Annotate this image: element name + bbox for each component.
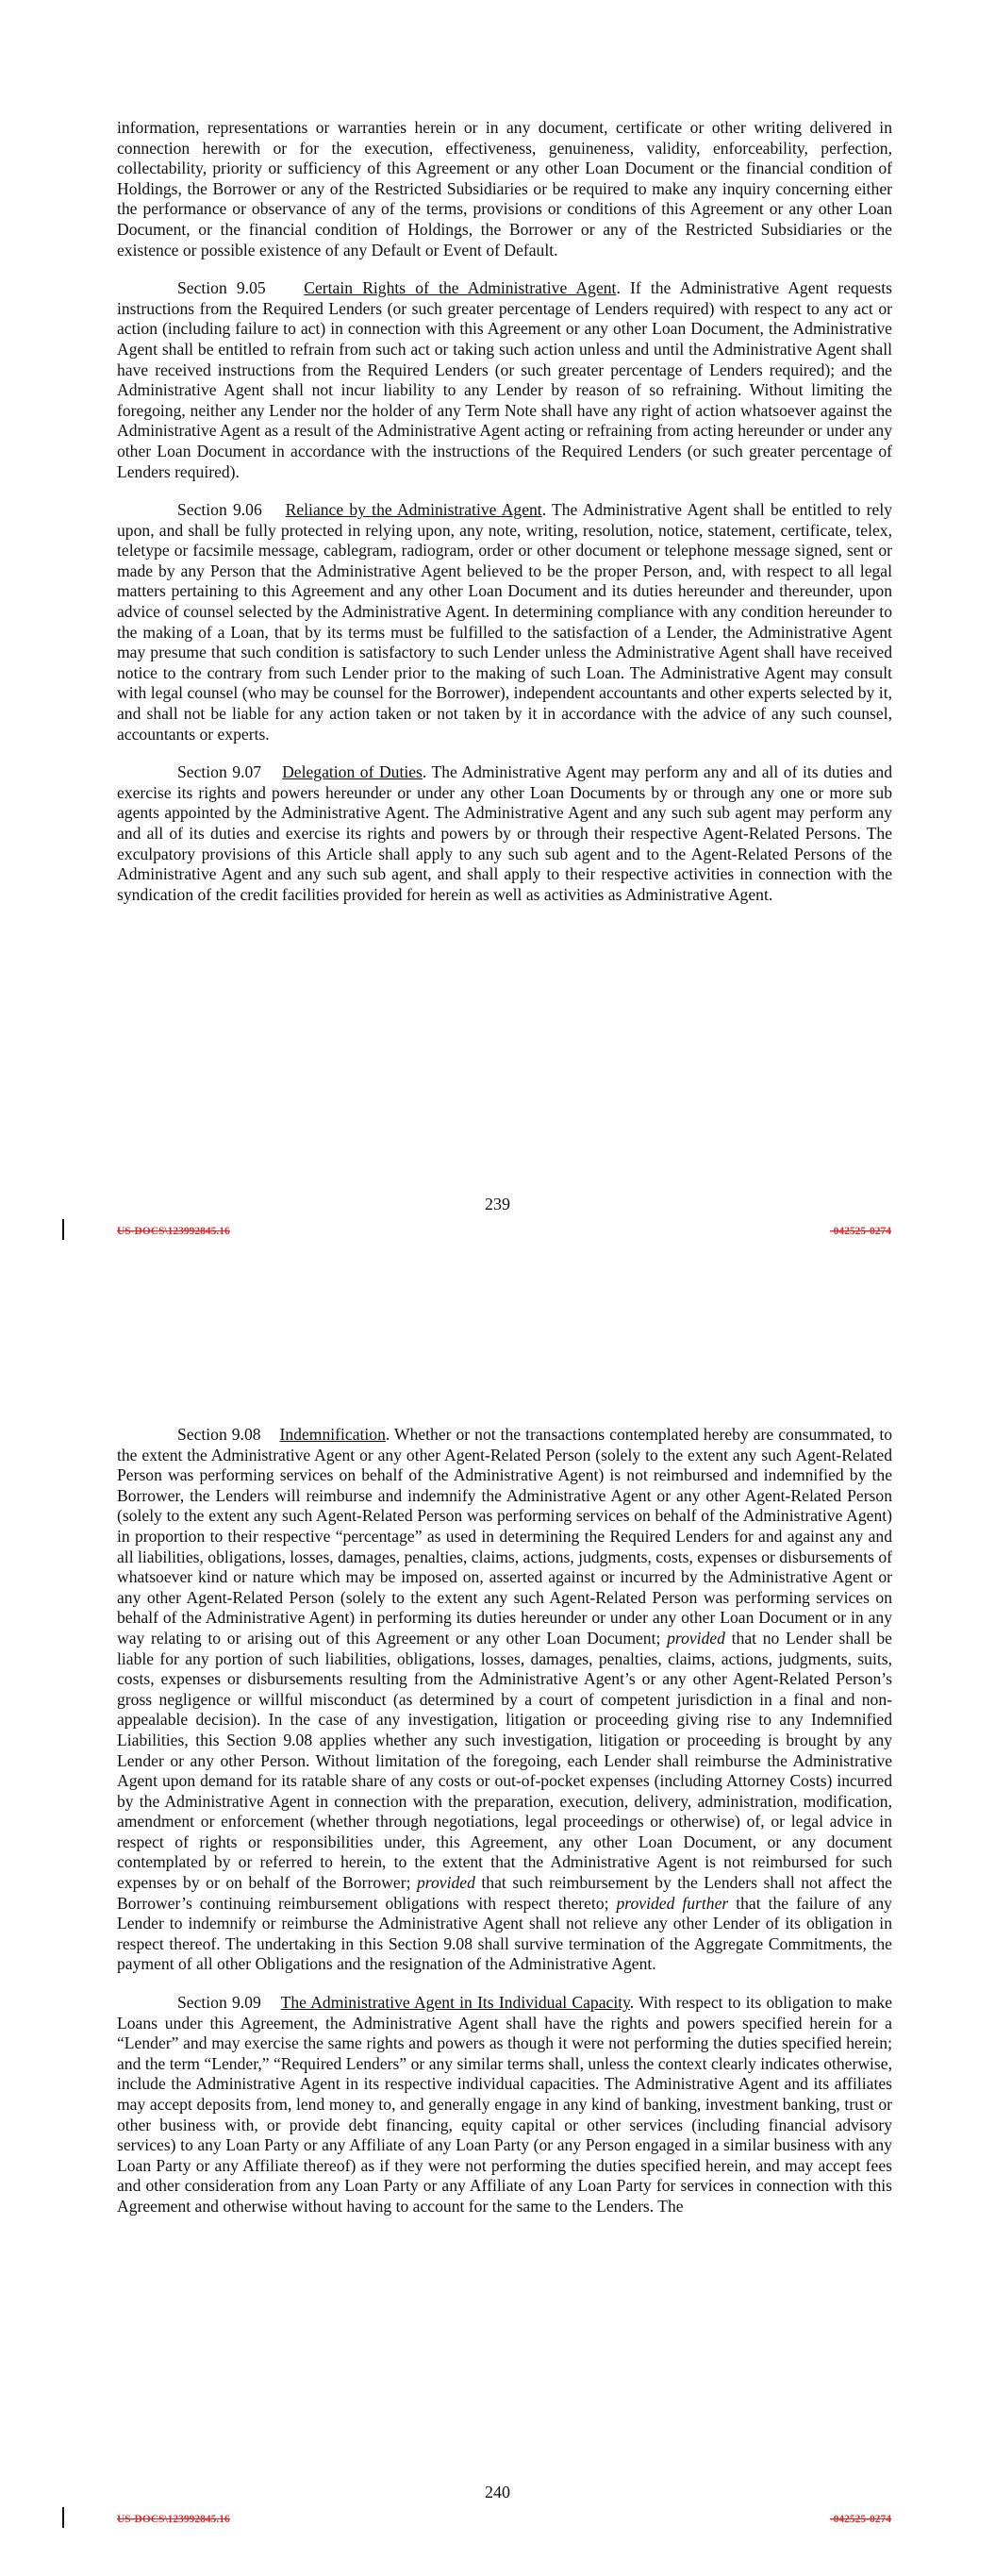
footer-document-id: US-DOCS\123992845.16 <box>117 1226 230 1237</box>
section-text: . The Administrative Agent may perform any and all of its duties and exercise its rights and powers hereunder or under any other Loan Documents by or through any one or more sub agents appointed by the Administrative Agent. The Administrative Agent and any such sub agent may perform any and all of its duties and exercise its rights and powers by or through their respective Agent-Related Persons. The exculpatory provisions of this Article shall apply to any such sub agent and to the Agent-Related Persons of the Administrative Agent and any such sub agent, and shall apply to their respective activities in connection with the syndication of the credit facilities provided for herein as well as activities as Administrative Agent. <box>117 762 893 904</box>
proviso-term: provided <box>667 1628 725 1648</box>
section-9-08 <box>117 1425 892 1975</box>
section-number: Section 9.06 <box>177 500 262 520</box>
section-title: Delegation of Duties <box>282 762 423 782</box>
section-9-05 <box>117 278 892 482</box>
page-240 <box>0 1288 995 2576</box>
section-title: Indemnification <box>279 1425 386 1444</box>
section-text: that no Lender shall be liable for any portion of such liabilities, obligations, losses, damages, penalties, claims, actions, judgments, suits, costs, expenses or disbursements resulting from the Administrative Agent’s or any other Agent-Related Person’s gross negligence or willful misconduct (as determined by a court of competent jurisdiction in a final and non-appealable decision). In the case of any investigation, litigation or proceeding giving rise to any Indemnified Liabilities, this Section 9.08 applies whether any such investigation, litigation or proceeding is brought by any Lender or any other Person. Without limitation of the foregoing, each Lender shall reimburse the Administrative Agent upon demand for its ratable share of any costs or out-of-pocket expenses (including Attorney Costs) incurred by the Administrative Agent in connection with the preparation, execution, delivery, administration, modification, amendment or enforcement (whether through negotiations, legal proceedings or otherwise) of, or legal advice in respect of rights or responsibilities under, this Agreement, any other Loan Document, or any document contemplated by or referred to herein, to the extent that the Administrative Agent is not reimbursed for such expenses by or on behalf of the Borrower; <box>117 1628 892 1893</box>
section-9-09 <box>117 1993 892 2217</box>
page-240-body <box>117 1425 892 2235</box>
section-number: Section 9.09 <box>177 1993 261 2013</box>
page-number: 240 <box>485 2483 510 2501</box>
section-title: The Administrative Agent in Its Individual Capacity <box>280 1993 630 2013</box>
section-number: Section 9.08 <box>177 1425 261 1444</box>
section-text: . If the Administrative Agent requests instructions from the Required Lenders (or such greater percentage of Lenders required) with respect to any act or action (including failure to act) in connection with this Agreement or any other Loan Document, the Administrative Agent shall be entitled to refrain from such act or taking such action unless and until the Administrative Agent shall have received instructions from the Required Lenders (or such greater percentage of Lenders required); and the Administrative Agent shall not incur liability to any Lender by reason of so refraining. Without limiting the foregoing, neither any Lender nor the holder of any Term Note shall have any right of action whatsoever against the Administrative Agent as a result of the Administrative Agent acting or refraining from acting hereunder or under any other Loan Document in accordance with the instructions of the Required Lenders (or such greater percentage of Lenders required). <box>117 278 893 481</box>
proviso-term: provided <box>417 1873 475 1893</box>
footer-document-id: US-DOCS\123992845.16 <box>117 2514 230 2525</box>
section-text: that such reimbursement by the Lenders shall not affect the Borrower’s continuing reimbursement obligations with respect thereto; <box>117 1873 892 1913</box>
section-number: Section 9.07 <box>177 762 262 782</box>
section-text: . Whether or not the transactions contemplated hereby are consummated, to the extent the Administrative Agent or any other Agent-Related Person (solely to the extent any such Agent-Related Person was performing services on behalf of the Administrative Agent) is not reimbursed and indemnified by the Borrower, the Lenders will reimburse and indemnify the Administrative Agent or any other Agent-Related Person (solely to the extent any such Agent-Related Person was performing services on behalf of the Administrative Agent) in proportion to their respective “percentage” as used in determining the Required Lenders for and against any and all liabilities, obligations, losses, damages, penalties, claims, actions, judgments, costs, expenses or disbursements of whatsoever kind or nature which may be imposed on, asserted against or incurred by the Administrative Agent or any other Agent-Related Person (solely to the extent any such Agent-Related Person was performing services on behalf of the Administrative Agent) in performing its duties hereunder or under any other Loan Document or in any way relating to or arising out of this Agreement or any other Loan Document; <box>117 1425 893 1648</box>
section-text: . The Administrative Agent shall be entitled to rely upon, and shall be fully protected in relying upon, any note, writing, resolution, notice, statement, certificate, telex, teletype or facsimile message, cablegram, radiogram, order or other document or telephone message signed, sent or made by any Person that the Administrative Agent believed to be the proper Person, and, with respect to all legal matters pertaining to this Agreement and any other Loan Document and its duties hereunder and thereunder, upon advice of counsel selected by the Administrative Agent. In determining compliance with any condition hereunder to the making of a Loan, that by its terms must be fulfilled to the satisfaction of a Lender, the Administrative Agent may presume that such condition is satisfactory to such Lender unless the Administrative Agent shall have received notice to the contrary from such Lender prior to the making of such Loan. The Administrative Agent may consult with legal counsel (who may be counsel for the Borrower), independent accountants and other experts selected by it, and shall not be liable for any action taken or not taken by it in accordance with the advice of any such counsel, accountants or experts. <box>117 500 893 744</box>
footer-document-code: -042525-0274 <box>829 2514 891 2525</box>
section-title: Certain Rights of the Administrative Agent <box>304 278 617 298</box>
section-9-06 <box>117 500 892 744</box>
section-title: Reliance by the Administrative Agent <box>285 500 542 520</box>
section-9-07 <box>117 762 892 905</box>
footer-document-code: -042525-0274 <box>829 1226 891 1237</box>
change-bar <box>62 2507 64 2528</box>
section-number: Section 9.05 <box>177 278 266 298</box>
paragraph-text: information, representations or warranties herein or in any document, certificate or other writing delivered in connection herewith or for the execution, effectiveness, genuineness, validity, enforceability, perfection, collectability, priority or sufficiency of this Agreement or any other Loan Document or the financial condition of Holdings, the Borrower or any of the Restricted Subsidiaries or be required to make any inquiry concerning either the performance or observance of any of the terms, provisions or conditions of this Agreement or any other Loan Document, or the financial condition of Holdings, the Borrower or any of the Restricted Subsidiaries or the existence or possible existence of any Default or Event of Default. <box>117 118 892 259</box>
page-number: 239 <box>485 1195 510 1213</box>
paragraph-continuation <box>117 118 892 260</box>
proviso-term: provided further <box>616 1893 729 1913</box>
section-text: . With respect to its obligation to make Loans under this Agreement, the Administrative Agent shall have the rights and powers specified herein for a “Lender” and may exercise the same rights and powers as though it were not performing the duties specified herein; and the term “Lender,” “Required Lenders” or any similar terms shall, unless the context clearly indicates otherwise, include the Administrative Agent in its respective individual capacities. The Administrative Agent and its affiliates may accept deposits from, lend money to, and generally engage in any kind of banking, investment banking, trust or other business with, or provide debt financing, equity capital or other services (including financial advisory services) to any Loan Party or any Affiliate of any Loan Party (or any Person engaged in a similar business with any Loan Party or any Affiliate thereof) as if they were not performing the duties specified herein, and may accept fees and other consideration from any Loan Party or any Affiliate of any Loan Party for services in connection with this Agreement and otherwise without having to account for the same to the Lenders. The <box>117 1993 893 2216</box>
change-bar <box>62 1219 64 1240</box>
page-239-body <box>117 118 892 923</box>
section-text: that the failure of any Lender to indemnify or reimburse the Administrative Agent shall not relieve any other Lender of its obligation in respect thereof. The undertaking in this Section 9.08 shall survive termination of the Aggregate Commitments, the payment of all other Obligations and the resignation of the Administrative Agent. <box>117 1893 892 1974</box>
